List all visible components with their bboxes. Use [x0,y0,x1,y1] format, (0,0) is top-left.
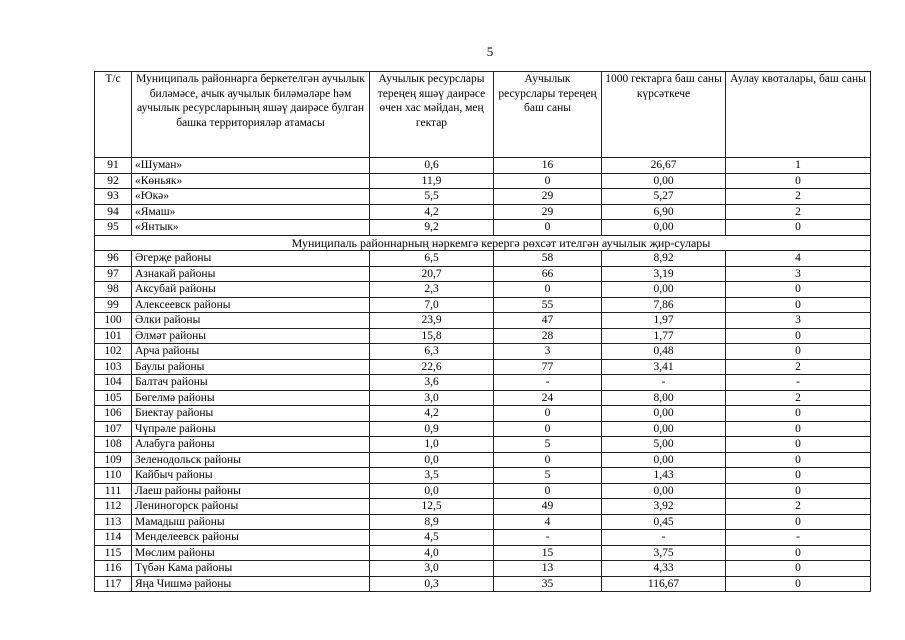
table-row [95,297,871,313]
row-density: 0,00 [602,483,726,499]
table-row [95,266,871,282]
row-quota: 0 [726,545,871,561]
row-territory-name: «Көньяк» [132,173,370,189]
row-quota: 0 [726,514,871,530]
row-count: 0 [494,452,602,468]
page-number: 5 [486,44,494,59]
row-area: 20,7 [370,266,494,282]
row-area: 3,5 [370,468,494,484]
row-quota: 0 [726,483,871,499]
subheading-row [95,235,871,251]
subheading: Муниципаль районнарның нәркемгә керергә рөхсәт ителгән аучылык җир-сулары [95,235,871,251]
row-territory-name: Азнакай районы [132,266,370,282]
header-area: Аучылык ресурслары тереңең яшәү даирәсе өчен хас мәйдан, мең гектар [370,72,494,158]
row-quota: 2 [726,189,871,205]
row-count: 0 [494,483,602,499]
row-count: 5 [494,468,602,484]
row-territory-name: «Ямаш» [132,204,370,220]
row-number: 104 [95,375,132,391]
row-count: 0 [494,282,602,298]
row-quota: 2 [726,499,871,515]
row-area: 0,9 [370,421,494,437]
row-quota: 0 [726,173,871,189]
row-density: 3,92 [602,499,726,515]
row-territory-name: Чүпрәле районы [132,421,370,437]
row-number: 95 [95,220,132,236]
row-count: 77 [494,359,602,375]
row-territory-name: «Юкә» [132,189,370,205]
row-number: 96 [95,251,132,267]
table-row [95,390,871,406]
row-quota: 2 [726,359,871,375]
row-area: 0,0 [370,483,494,499]
row-density: 5,27 [602,189,726,205]
row-density: 116,67 [602,576,726,592]
row-territory-name: Аксубай районы [132,282,370,298]
header-quota: Аулау квоталары, баш саны [726,72,871,158]
row-quota: - [726,375,871,391]
row-territory-name: Лаеш районы районы [132,483,370,499]
table-row [95,545,871,561]
row-count: 0 [494,406,602,422]
row-density: 0,00 [602,282,726,298]
row-number: 91 [95,158,132,174]
row-count: 29 [494,204,602,220]
row-number: 111 [95,483,132,499]
row-area: 3,6 [370,375,494,391]
row-density: 3,75 [602,545,726,561]
row-density: 3,19 [602,266,726,282]
row-area: 2,3 [370,282,494,298]
row-number: 92 [95,173,132,189]
row-density: 5,00 [602,437,726,453]
table-row [95,499,871,515]
header-count: Аучылык ресурслары тереңең баш саны [494,72,602,158]
row-density: 0,48 [602,344,726,360]
table-row [95,468,871,484]
row-number: 106 [95,406,132,422]
row-density: 0,00 [602,452,726,468]
row-area: 12,5 [370,499,494,515]
row-quota: 4 [726,251,871,267]
table-row [95,359,871,375]
row-number: 102 [95,344,132,360]
row-area: 23,9 [370,313,494,329]
row-quota: 0 [726,468,871,484]
row-count: 35 [494,576,602,592]
row-quota: 0 [726,328,871,344]
row-density: 0,00 [602,406,726,422]
row-count: 0 [494,220,602,236]
row-territory-name: Түбән Кама районы [132,561,370,577]
row-territory-name: Бөгелмә районы [132,390,370,406]
row-number: 103 [95,359,132,375]
header-density: 1000 гектарга баш саны күрсәткече [602,72,726,158]
table-row [95,437,871,453]
row-count: 4 [494,514,602,530]
table-header-row [95,72,871,158]
row-count: 47 [494,313,602,329]
row-territory-name: Балтач районы [132,375,370,391]
table-row [95,452,871,468]
row-number: 117 [95,576,132,592]
row-density: 0,00 [602,421,726,437]
table-row [95,204,871,220]
row-area: 4,2 [370,406,494,422]
row-quota: 3 [726,266,871,282]
table-row [95,406,871,422]
row-territory-name: Әгерҗе районы [132,251,370,267]
table-row [95,282,871,298]
row-quota: 0 [726,344,871,360]
row-quota: 0 [726,576,871,592]
row-area: 6,3 [370,344,494,360]
table-row [95,561,871,577]
table-row [95,173,871,189]
row-area: 8,9 [370,514,494,530]
row-count: 15 [494,545,602,561]
row-territory-name: Менделеевск районы [132,530,370,546]
row-density: 1,77 [602,328,726,344]
row-territory-name: Биектау районы [132,406,370,422]
row-density: 7,86 [602,297,726,313]
row-quota: 0 [726,561,871,577]
row-area: 0,3 [370,576,494,592]
row-count: 24 [494,390,602,406]
row-density: - [602,530,726,546]
row-number: 114 [95,530,132,546]
row-number: 98 [95,282,132,298]
row-territory-name: Зеленодольск районы [132,452,370,468]
row-density: 1,97 [602,313,726,329]
row-territory-name: Кайбыч районы [132,468,370,484]
row-number: 101 [95,328,132,344]
row-area: 22,6 [370,359,494,375]
row-number: 94 [95,204,132,220]
table-row [95,344,871,360]
row-count: 29 [494,189,602,205]
row-number: 107 [95,421,132,437]
row-count: - [494,375,602,391]
row-number: 97 [95,266,132,282]
row-territory-name: «Шуман» [132,158,370,174]
table-row [95,421,871,437]
row-area: 4,0 [370,545,494,561]
row-territory-name: Баулы районы [132,359,370,375]
row-area: 7,0 [370,297,494,313]
row-territory-name: Яңа Чишмә районы [132,576,370,592]
row-density: 8,92 [602,251,726,267]
row-territory-name: Алабуга районы [132,437,370,453]
row-area: 4,2 [370,204,494,220]
row-area: 4,5 [370,530,494,546]
row-territory-name: Арча районы [132,344,370,360]
row-area: 3,0 [370,561,494,577]
row-quota: 0 [726,452,871,468]
row-area: 5,5 [370,189,494,205]
row-count: 3 [494,344,602,360]
row-number: 109 [95,452,132,468]
row-number: 110 [95,468,132,484]
row-count: 16 [494,158,602,174]
row-quota: 2 [726,390,871,406]
row-count: 66 [494,266,602,282]
row-quota: - [726,530,871,546]
row-quota: 0 [726,437,871,453]
table-row [95,576,871,592]
row-density: 0,00 [602,173,726,189]
row-number: 100 [95,313,132,329]
row-area: 0,6 [370,158,494,174]
quota-table [94,71,871,592]
table-row [95,189,871,205]
table-row [95,328,871,344]
row-area: 3,0 [370,390,494,406]
table-row [95,251,871,267]
row-number: 108 [95,437,132,453]
row-area: 0,0 [370,452,494,468]
row-territory-name: Лениногорск районы [132,499,370,515]
row-number: 112 [95,499,132,515]
row-density: 3,41 [602,359,726,375]
row-quota: 0 [726,282,871,298]
row-count: 13 [494,561,602,577]
row-density: 0,45 [602,514,726,530]
row-territory-name: Әлки районы [132,313,370,329]
row-density: 1,43 [602,468,726,484]
row-count: - [494,530,602,546]
row-number: 93 [95,189,132,205]
row-area: 6,5 [370,251,494,267]
row-quota: 1 [726,158,871,174]
row-count: 28 [494,328,602,344]
row-density: 6,90 [602,204,726,220]
table-row [95,375,871,391]
row-area: 9,2 [370,220,494,236]
table-row [95,220,871,236]
row-number: 105 [95,390,132,406]
header-number: Т/с [95,72,132,158]
row-territory-name: Әлмәт районы [132,328,370,344]
row-number: 99 [95,297,132,313]
row-number: 115 [95,545,132,561]
row-quota: 2 [726,204,871,220]
row-count: 5 [494,437,602,453]
row-quota: 0 [726,421,871,437]
row-count: 58 [494,251,602,267]
row-count: 55 [494,297,602,313]
row-area: 11,9 [370,173,494,189]
row-quota: 0 [726,406,871,422]
row-density: - [602,375,726,391]
row-density: 0,00 [602,220,726,236]
row-territory-name: Алексеевск районы [132,297,370,313]
header-territory-name: Муниципаль районнарга беркетелгән аучылык биләмәсе, ачык аучылык биләмәләре һәм аучылык ресурсларының яшәү даирәсе булган башка территорияләр атамасы [132,72,370,158]
row-area: 1,0 [370,437,494,453]
row-quota: 3 [726,313,871,329]
row-territory-name: Мамадыш районы [132,514,370,530]
row-quota: 0 [726,220,871,236]
row-territory-name: «Янтык» [132,220,370,236]
row-number: 116 [95,561,132,577]
table-row [95,514,871,530]
table-row [95,313,871,329]
row-number: 113 [95,514,132,530]
table-row [95,530,871,546]
table-row [95,483,871,499]
row-density: 8,00 [602,390,726,406]
row-count: 0 [494,173,602,189]
row-count: 49 [494,499,602,515]
row-quota: 0 [726,297,871,313]
row-area: 15,8 [370,328,494,344]
row-territory-name: Мөслим районы [132,545,370,561]
row-density: 26,67 [602,158,726,174]
row-count: 0 [494,421,602,437]
row-density: 4,33 [602,561,726,577]
table-row [95,158,871,174]
